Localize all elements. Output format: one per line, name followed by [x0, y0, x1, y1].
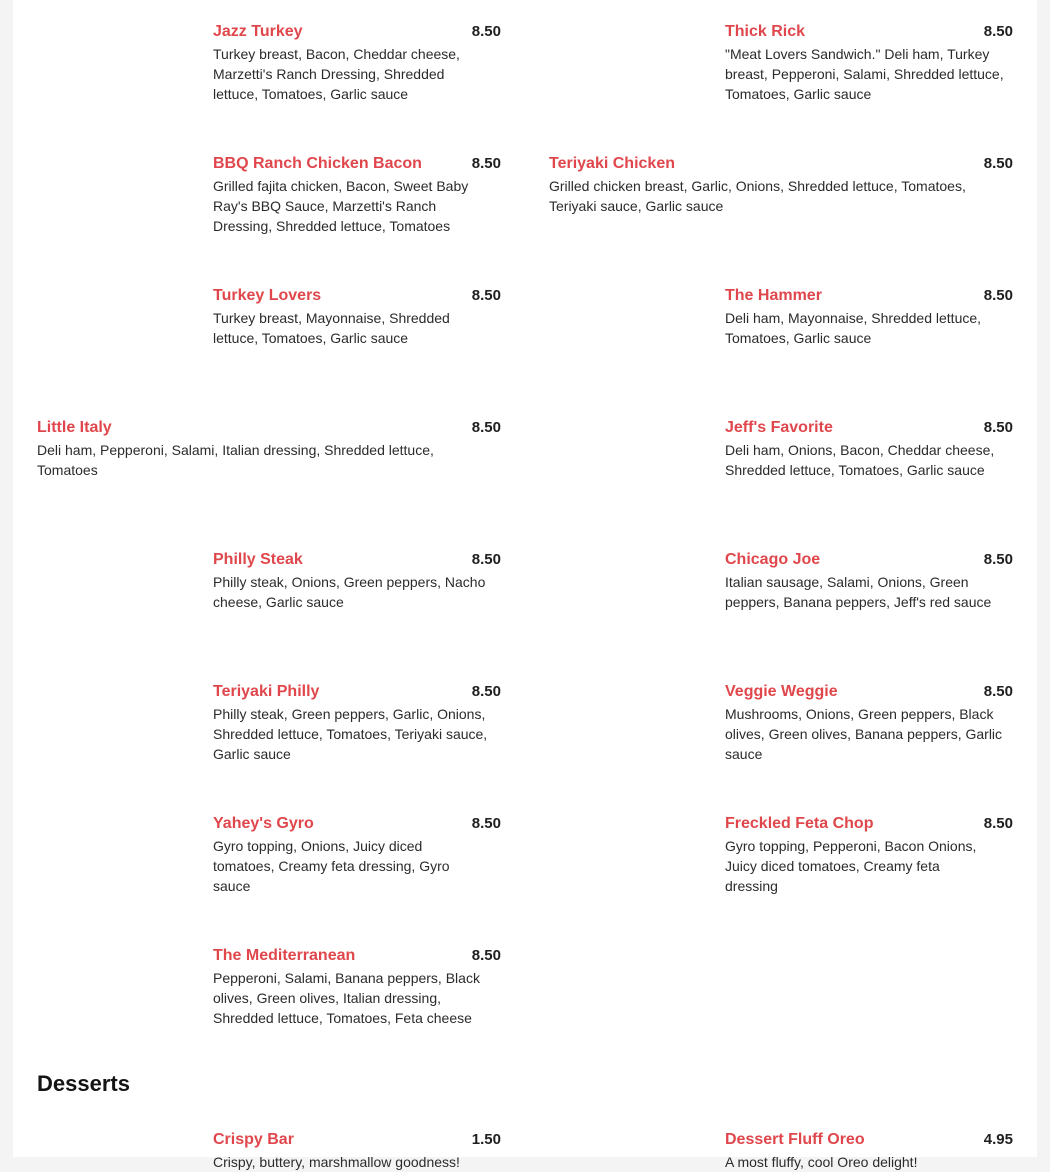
item-price: 8.50 [471, 155, 501, 172]
item-price: 8.50 [471, 419, 501, 436]
item-title: Thick Rick [725, 23, 806, 40]
menu-item-crispy-bar[interactable] [213, 1118, 501, 1170]
item-title: Turkey Lovers [213, 287, 322, 304]
item-title: Dessert Fluff Oreo [725, 1131, 865, 1148]
item-description: Grilled fajita chicken, Bacon, Sweet Baby Ray's BBQ Sauce, Marzetti's Ranch Dressing, Shredded lettuce, Tomatoes [213, 178, 469, 234]
item-description: Grilled chicken breast, Garlic, Onions, Shredded lettuce, Tomatoes, Teriyaki sauce, Garlic sauce [549, 178, 966, 214]
menu-item-veggie-weggie[interactable] [725, 670, 1013, 770]
item-description: Italian sausage, Salami, Onions, Green peppers, Banana peppers, Jeff's red sauce [725, 574, 992, 610]
menu-item-the-mediterranean[interactable] [213, 934, 501, 1034]
menu-item-thick-rick[interactable] [725, 10, 1013, 110]
item-price: 8.50 [471, 551, 501, 568]
item-description: Crispy, buttery, marshmallow goodness! [213, 1154, 460, 1170]
item-title: Teriyaki Chicken [549, 155, 675, 172]
menu-item-freckled-feta-chop[interactable] [725, 802, 1013, 902]
item-description: Turkey breast, Mayonnaise, Shredded lettuce, Tomatoes, Garlic sauce [213, 310, 450, 346]
item-price: 8.50 [983, 287, 1013, 304]
item-description: Mushrooms, Onions, Green peppers, Black olives, Green olives, Banana peppers, Garlic sauce [725, 706, 1003, 762]
item-title: Freckled Feta Chop [725, 815, 874, 832]
item-price: 4.95 [983, 1131, 1013, 1148]
menu-item-bbq-ranch-chicken-bacon[interactable] [213, 142, 501, 242]
item-title: Veggie Weggie [725, 683, 838, 700]
item-title: Jazz Turkey [213, 23, 303, 40]
menu-item-turkey-lovers[interactable] [213, 274, 501, 374]
item-title: Chicago Joe [725, 551, 821, 568]
item-description: Philly steak, Green peppers, Garlic, Onions, Shredded lettuce, Tomatoes, Teriyaki sauce, Garlic sauce [213, 706, 488, 762]
menu-item-teriyaki-chicken[interactable] [549, 142, 1013, 242]
item-title: BBQ Ranch Chicken Bacon [213, 155, 422, 172]
item-price: 8.50 [471, 683, 501, 700]
item-description: Turkey breast, Bacon, Cheddar cheese, Marzetti's Ranch Dressing, Shredded lettuce, Tomatoes, Garlic sauce [213, 46, 460, 102]
item-price: 8.50 [471, 287, 501, 304]
item-description: Deli ham, Onions, Bacon, Cheddar cheese, Shredded lettuce, Tomatoes, Garlic sauce [725, 442, 995, 478]
item-price: 8.50 [471, 815, 501, 832]
item-title: Philly Steak [213, 551, 303, 568]
menu-item-chicago-joe[interactable] [725, 538, 1013, 638]
item-title: Crispy Bar [213, 1131, 294, 1148]
menu-item-the-hammer[interactable] [725, 274, 1013, 374]
item-price: 8.50 [983, 815, 1013, 832]
item-price: 8.50 [983, 683, 1013, 700]
item-description: Gyro topping, Onions, Juicy diced tomatoes, Creamy feta dressing, Gyro sauce [213, 838, 450, 894]
item-price: 8.50 [471, 23, 501, 40]
item-description: Deli ham, Pepperoni, Salami, Italian dressing, Shredded lettuce, Tomatoes [37, 442, 434, 478]
item-price: 8.50 [983, 419, 1013, 436]
item-price: 8.50 [983, 551, 1013, 568]
item-description: Gyro topping, Pepperoni, Bacon Onions, Juicy diced tomatoes, Creamy feta dressing [725, 838, 977, 894]
item-title: Little Italy [37, 419, 112, 436]
item-price: 8.50 [983, 23, 1013, 40]
item-title: Teriyaki Philly [213, 683, 320, 700]
item-title: Yahey's Gyro [213, 815, 314, 832]
item-description: "Meat Lovers Sandwich." Deli ham, Turkey breast, Pepperoni, Salami, Shredded lettuce, Tomatoes, Garlic sauce [725, 46, 1004, 102]
item-description: Philly steak, Onions, Green peppers, Nacho cheese, Garlic sauce [213, 574, 486, 610]
menu-item-teriyaki-philly[interactable] [213, 670, 501, 770]
item-title: The Hammer [725, 287, 822, 304]
item-price: 1.50 [471, 1131, 501, 1148]
item-description: Deli ham, Mayonnaise, Shredded lettuce, Tomatoes, Garlic sauce [725, 310, 982, 346]
section-heading-desserts: Desserts [37, 1071, 130, 1096]
item-description: A most fluffy, cool Oreo delight! [725, 1154, 918, 1170]
item-price: 8.50 [983, 155, 1013, 172]
menu-item-dessert-fluff-oreo[interactable] [725, 1118, 1013, 1170]
item-price: 8.50 [471, 947, 501, 964]
item-title: Jeff's Favorite [725, 419, 833, 436]
item-description: Pepperoni, Salami, Banana peppers, Black olives, Green olives, Italian dressing, Shredded lettuce, Tomatoes, Feta cheese [213, 970, 480, 1026]
menu-item-little-italy[interactable] [37, 406, 501, 506]
menu-item-yaheys-gyro[interactable] [213, 802, 501, 902]
menu-item-jeffs-favorite[interactable] [725, 406, 1013, 506]
menu-item-jazz-turkey[interactable] [213, 10, 501, 110]
item-title: The Mediterranean [213, 947, 356, 964]
menu-item-philly-steak[interactable] [213, 538, 501, 638]
